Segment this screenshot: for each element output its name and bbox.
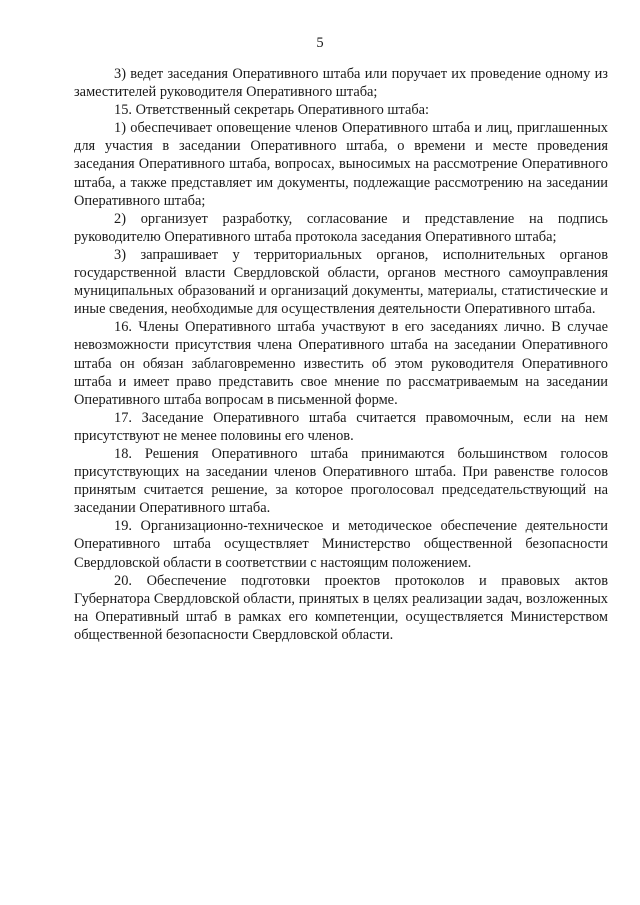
- paragraph-clause-17: 17. Заседание Оперативного штаба считается правомочным, если на нем присутствуют не менее половины его членов.: [74, 409, 608, 444]
- paragraph-clause-19: 19. Организационно-техническое и методическое обеспечение деятельности Оперативного штаба осуществляет Министерство общественной безопасности Свердловской области в соответствии с настоящим положением.: [74, 518, 608, 571]
- paragraph-clause-16: 16. Члены Оперативного штаба участвуют в его заседаниях лично. В случае невозможности присутствия члена Оперативного штаба на заседании Оперативного штаба он обязан заблаговременно известить об этом руководителя Оперативного штаба и имеет право представить свое мнение по рассматриваемым на заседании Оперативного штаба вопросам в письменной форме.: [74, 319, 608, 408]
- paragraph-item-15-3: 3) запрашивает у территориальных органов, исполнительных органов государственной власти Свердловской области, органов местного самоуправления муниципальных образований и организаций документы, материалы, статистические и иные сведения, необходимые для осуществления деятельности Оперативного штаба.: [74, 246, 608, 318]
- document-body: [74, 65, 608, 644]
- paragraph-clause-18: 18. Решения Оперативного штаба принимаются большинством голосов присутствующих на заседании членов Оперативного штаба. При равенстве голосов принятым считается решение, за которое проголосовал председательствующий на заседании Оперативного штаба.: [74, 445, 608, 517]
- paragraph-clause-15: 15. Ответственный секретарь Оперативного штаба:: [114, 102, 430, 119]
- paragraph-item-15-2: 2) организует разработку, согласование и представление на подпись руководителю Оперативного штаба протокола заседания Оперативного штаба;: [74, 210, 608, 245]
- paragraph-item-14-3: 3) ведет заседания Оперативного штаба или поручает их проведение одному из заместителей руководителя Оперативного штаба;: [74, 66, 608, 101]
- paragraph-clause-20: 20. Обеспечение подготовки проектов протоколов и правовых актов Губернатора Свердловской области, принятых в целях реализации задач, возложенных на Оперативный штаб в рамках его компетенции, осуществляется Министерством общественной безопасности Свердловской области.: [74, 572, 608, 643]
- paragraph-item-15-1: 1) обеспечивает оповещение членов Оперативного штаба и лиц, приглашенных для участия в заседании Оперативного штаба, о времени и месте проведения заседания Оперативного штаба, вопросах, выносимых на рассмотрение Оперативного штаба, а также представляет им документы, подлежащие рассмотрению на заседании Оперативного штаба;: [74, 120, 608, 209]
- page-number: 5: [316, 35, 324, 51]
